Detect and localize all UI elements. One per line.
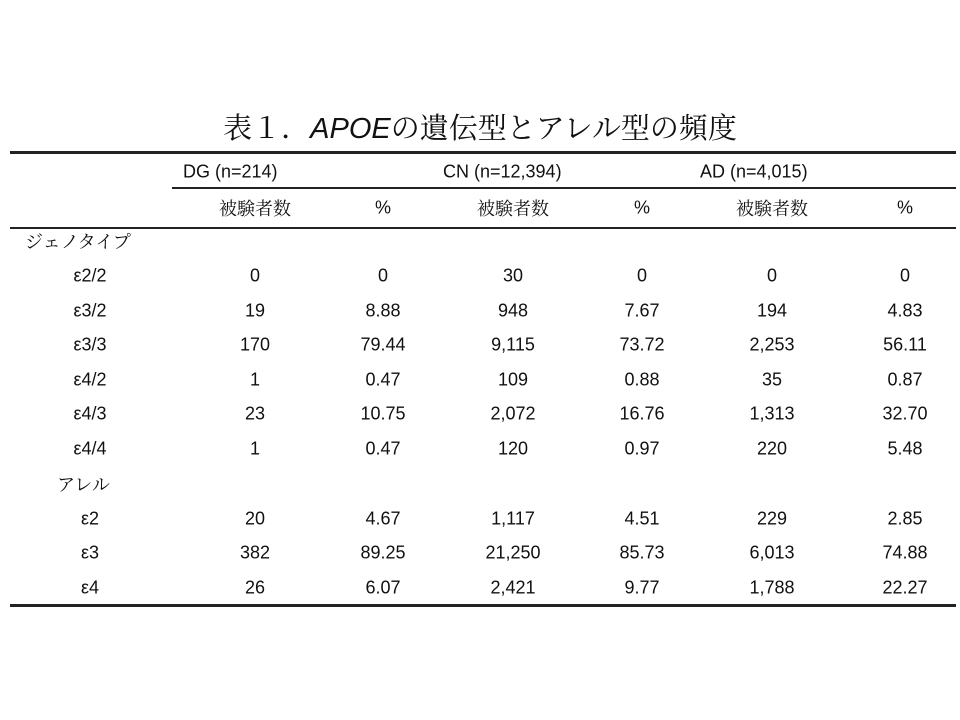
column-header: % [633, 197, 651, 218]
table-cell: 948 [497, 300, 529, 321]
table-cell: 32.70 [882, 403, 928, 424]
column-header: 被験者数 [736, 199, 808, 219]
title-prefix: 表１． [223, 113, 311, 145]
table-cell: 0 [377, 265, 389, 286]
table-cell: 2,072 [490, 403, 536, 424]
table-cell: 21,250 [485, 542, 541, 563]
group-header: CN (n=12,394) [443, 161, 562, 182]
table-cell: 79.44 [360, 334, 406, 355]
row-label: ε4/3 [73, 403, 107, 424]
column-header: 被験者数 [477, 199, 549, 219]
table-cell: 2,253 [749, 334, 795, 355]
table-cell: 2,421 [490, 577, 536, 598]
row-label: ε4 [80, 577, 100, 598]
table-cell: 1 [249, 369, 261, 390]
table-cell: 10.75 [360, 403, 406, 424]
table-cell: 109 [497, 369, 529, 390]
table-cell: 16.76 [619, 403, 665, 424]
table-cell: 56.11 [883, 334, 927, 355]
table-cell: 170 [239, 334, 271, 355]
group-rule [172, 187, 956, 189]
table-cell: 19 [244, 300, 266, 321]
group-header: AD (n=4,015) [700, 161, 808, 182]
row-label: ε3/2 [73, 300, 107, 321]
title-gene: APOE [310, 113, 391, 145]
table-cell: 194 [756, 300, 788, 321]
table-title [0, 106, 960, 147]
section-label: アレル [57, 474, 110, 495]
table-cell: 220 [756, 438, 788, 459]
title-suffix: の遺伝型とアレル型の頻度 [390, 113, 737, 145]
table-cell: 0 [249, 265, 261, 286]
table-cell: 6,013 [749, 542, 795, 563]
header-rule [10, 227, 956, 229]
table-cell: 120 [497, 438, 529, 459]
table-cell: 9,115 [491, 334, 535, 355]
row-label: ε2 [80, 508, 100, 529]
table-cell: 2.85 [887, 508, 923, 529]
row-label: ε4/4 [73, 438, 107, 459]
table-cell: 0 [766, 265, 778, 286]
table-cell: 7.67 [624, 300, 660, 321]
table-cell: 1,117 [491, 508, 535, 529]
table-cell: 1,788 [749, 577, 795, 598]
table-cell: 5.48 [887, 438, 923, 459]
table-cell: 22.27 [882, 577, 928, 598]
table-cell: 229 [756, 508, 788, 529]
table-cell: 9.77 [624, 577, 660, 598]
table-cell: 74.88 [882, 542, 928, 563]
table-cell: 23 [244, 403, 266, 424]
table-cell: 30 [502, 265, 524, 286]
table-cell: 73.72 [619, 334, 665, 355]
table-cell: 0.87 [887, 369, 923, 390]
row-label: ε3 [80, 542, 100, 563]
table-cell: 0 [899, 265, 911, 286]
table-cell: 26 [244, 577, 266, 598]
table-cell: 382 [239, 542, 271, 563]
section-label: ジェノタイプ [25, 232, 131, 252]
table-cell: 0.47 [365, 438, 401, 459]
table-cell: 89.25 [360, 542, 406, 563]
table-cell: 4.83 [887, 300, 923, 321]
bottom-rule [10, 604, 956, 607]
table-cell: 0 [636, 265, 648, 286]
column-header: % [374, 197, 392, 218]
table-cell: 4.67 [365, 508, 401, 529]
column-header: % [896, 197, 914, 218]
table-cell: 0.88 [624, 369, 660, 390]
row-label: ε3/3 [73, 334, 107, 355]
table-cell: 1 [249, 438, 261, 459]
table-cell: 35 [761, 369, 783, 390]
table-cell: 6.07 [365, 577, 401, 598]
table-cell: 20 [244, 508, 266, 529]
top-rule [10, 151, 956, 154]
table-cell: 0.97 [624, 438, 660, 459]
table-cell: 0.47 [365, 369, 401, 390]
table-cell: 4.51 [624, 508, 660, 529]
group-header: DG (n=214) [183, 161, 278, 182]
table-cell: 1,313 [749, 403, 795, 424]
row-label: ε4/2 [73, 369, 107, 390]
table-cell: 8.88 [365, 300, 401, 321]
column-header: 被験者数 [219, 199, 291, 219]
table-cell: 85.73 [619, 542, 665, 563]
row-label: ε2/2 [73, 265, 107, 286]
